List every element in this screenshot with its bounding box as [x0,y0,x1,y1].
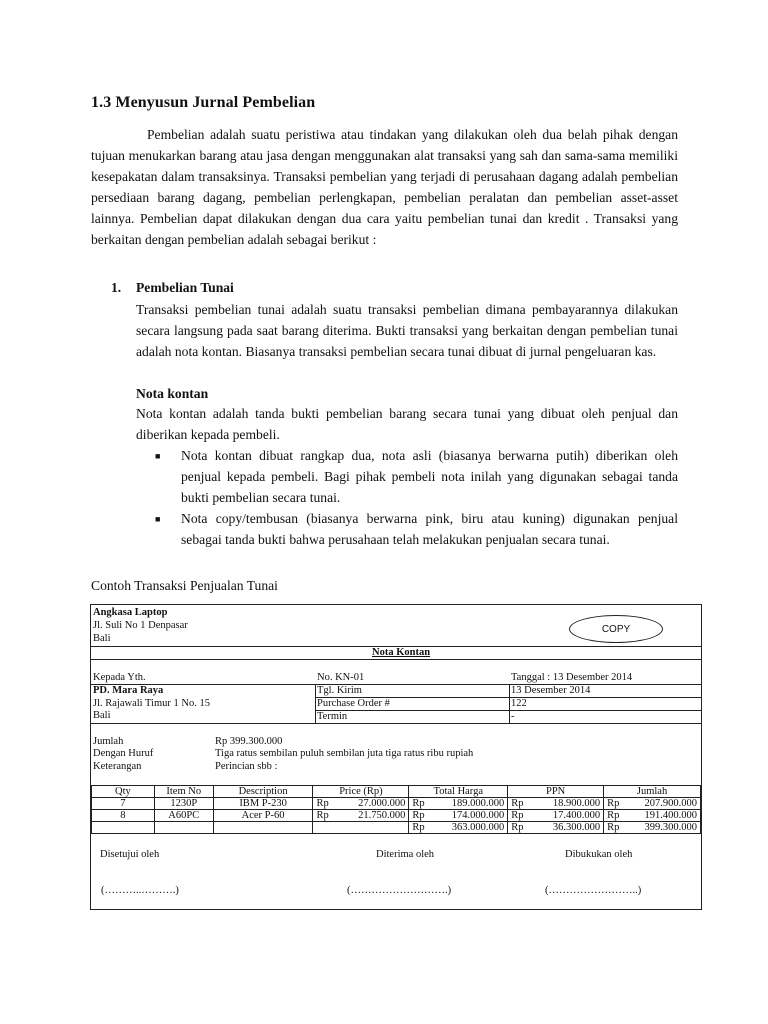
huruf-label: Dengan Huruf [93,748,154,759]
total-cell [409,798,508,810]
currency: Rp [607,810,620,821]
list-item-title: Pembelian Tunai [136,280,234,295]
total-sum-cell [409,822,508,834]
bullet-icon: ■ [155,451,161,461]
total-cell [409,810,508,822]
list-item-heading [111,280,234,296]
signature-label: Dibukukan oleh [565,849,633,860]
jumlah-sum-cell [604,822,701,834]
price-cell [313,798,409,810]
amount: 207.900.000 [644,798,697,809]
seller-city: Bali [93,633,111,644]
item-cell: A60PC [154,810,213,822]
pembelian-tunai-paragraph: Transaksi pembelian tunai adalah suatu transaksi pembelian dimana pembayarannya dilakukan secara langsung pada saat barang diterima. Bukti transaksi yang berkaitan dengan pembelian tunai adalah nota kontan. Biasanya transaksi pembelian secara tunai dibuat di jurnal pengeluaran kas. [136,302,678,359]
ppn-cell [508,810,604,822]
amount: 18.900.000 [552,798,601,809]
example-title: Contoh Transaksi Penjualan Tunai [91,578,278,593]
list-item [155,446,678,509]
keterangan-value: Perincian sbb : [215,761,278,772]
bullet-icon: ■ [155,513,161,524]
seller-address: Jl. Suli No 1 Denpasar [93,620,188,631]
nota-kontan-paragraph: Nota kontan adalah tanda bukti pembelian barang secara tunai yang dibuat oleh penjual dan diberikan kepada pembeli. [136,406,678,442]
nota-kontan-form [90,604,702,910]
jumlah-value: Rp 399.300.000 [215,736,283,747]
buyer-address: Jl. Rajawali Timur 1 No. 15 [93,698,210,709]
signature-label: Diterima oleh [376,849,435,860]
currency: Rp [412,822,425,833]
po-label: Purchase Order # [317,698,390,709]
bullet-list [155,446,678,551]
amount: 363.000.000 [451,822,505,833]
intro-paragraph: Pembelian adalah suatu peristiwa atau tindakan yang dilakukan oleh dua belah pihak dengan tujuan menukarkan barang atau jasa dengan menggunakan alat transaksi yang sah dan sama-sama memiliki kesepakatan dalam transaksinya. Transaksi pembelian yang terjadi di perusahaan dagang adalah pembelian persediaan barang dagang, pembelian perlengkapan, pembelian peralatan dan pembelian asset-asset lainnya. Pembelian dapat dilakukan dengan dua cara yaitu pembelian tunai dan kredit . Transaksi yang berkaitan dengan pembelian adalah sebagai berikut : [91,127,678,247]
empty-cell [313,822,409,834]
column-header: PPN [508,786,604,798]
qty-cell: 8 [92,810,155,822]
ppn-sum-cell [508,822,604,834]
jumlah-cell [604,810,701,822]
kepada-label: Kepada Yth. [93,672,146,683]
list-item [155,509,678,551]
amount: 399.300.000 [644,822,697,833]
divider [315,684,316,723]
item-cell: 1230P [154,798,213,810]
currency: Rp [412,798,425,809]
bullet-text: Nota copy/tembusan (biasanya berwarna pink, biru atau kuning) digunakan penjual sebagai tanda bukti bahwa perusahaan telah melakukan penjualan secara tunai. [181,510,678,547]
currency: Rp [511,822,524,833]
tgl-kirim-value: 13 Desember 2014 [511,685,591,696]
amount: 191.400.000 [644,810,697,821]
jumlah-label: Jumlah [93,736,124,747]
amount: 189.000.000 [451,798,505,809]
signature-label: Disetujui oleh [100,849,160,860]
nota-title: Nota Kontan [372,647,431,658]
divider [509,684,510,723]
signature-line: (……………………….) [347,885,452,896]
description-cell: Acer P-60 [213,810,313,822]
description-cell: IBM P-230 [213,798,313,810]
buyer-city: Bali [93,710,111,721]
tgl-kirim-label: Tgl. Kirim [317,685,362,696]
termin-label: Termin [317,711,348,722]
empty-cell [213,822,313,834]
table-row [92,798,701,810]
currency: Rp [607,822,620,833]
currency: Rp [511,798,524,809]
divider [91,659,701,660]
copy-stamp: COPY [569,615,663,643]
nota-number: No. KN-01 [317,672,365,683]
huruf-value: Tiga ratus sembilan puluh sembilan juta tiga ratus ribu rupiah [215,748,474,759]
column-header: Item No [154,786,213,798]
signature-line: (………..……….) [101,885,179,896]
currency: Rp [607,798,620,809]
ppn-cell [508,798,604,810]
table-totals-row [92,822,701,834]
buyer-name: PD. Mara Raya [93,685,164,696]
qty-cell: 7 [92,798,155,810]
signature-line: (……………………..) [545,885,642,896]
amount: 174.000.000 [451,810,505,821]
po-value: 122 [511,698,527,709]
column-header: Price (Rp) [313,786,409,798]
amount: 21.750.000 [358,810,406,821]
currency: Rp [511,810,524,821]
divider [91,723,701,724]
bullet-text: Nota kontan dibuat rangkap dua, nota asli (biasanya berwarna putih) diberikan oleh penjual kepada pembeli. Bagi pihak pembeli nota inilah yang digunakan sebagai tanda bukti pembelian secara tunai. [181,448,678,505]
currency: Rp [412,810,425,821]
jumlah-cell [604,798,701,810]
amount: 27.000.000 [358,798,406,809]
column-header: Jumlah [604,786,701,798]
amount: 17.400.000 [552,810,601,821]
column-header: Qty [92,786,155,798]
seller-name: Angkasa Laptop [93,607,168,618]
termin-value: - [511,711,515,722]
list-item-number: 1. [111,280,122,295]
currency: Rp [316,810,329,821]
table-header-row [92,786,701,798]
empty-cell [92,822,155,834]
empty-cell [154,822,213,834]
column-header: Description [213,786,313,798]
currency: Rp [316,798,329,809]
nota-kontan-subheading: Nota kontan [136,386,209,401]
divider [91,684,701,685]
price-cell [313,810,409,822]
amount: 36.300.000 [552,822,601,833]
divider [315,710,701,711]
section-heading: 1.3 Menyusun Jurnal Pembelian [91,94,316,111]
keterangan-label: Keterangan [93,761,142,772]
nota-date: Tanggal : 13 Desember 2014 [511,672,633,683]
column-header: Total Harga [409,786,508,798]
items-table [91,785,701,834]
table-row [92,810,701,822]
